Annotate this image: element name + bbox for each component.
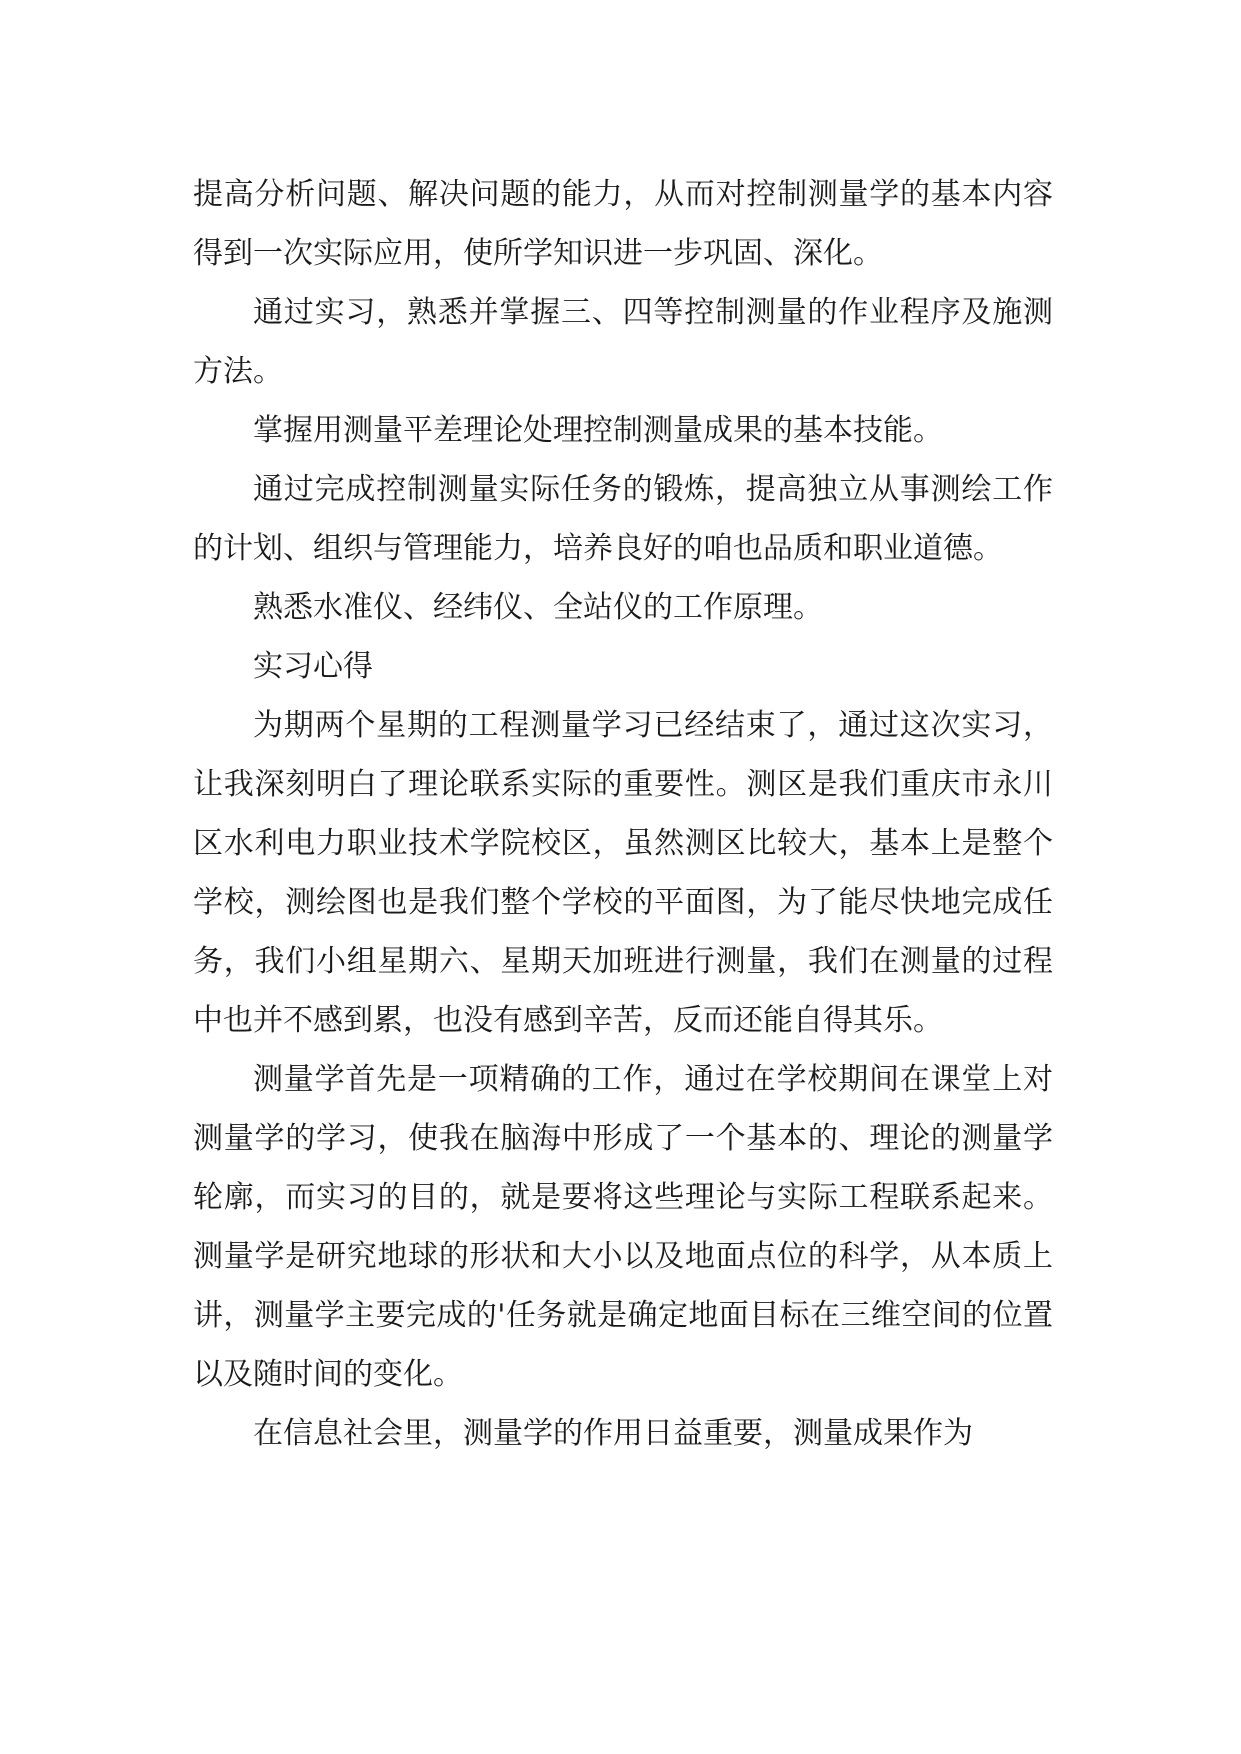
paragraph-continued: 提高分析问题、解决问题的能力，从而对控制测量学的基本内容得到一次实际应用，使所学知识进一步巩固、深化。 [193, 177, 1053, 271]
paragraph: 通过完成控制测量实际任务的锻炼，提高独立从事测绘工作的计划、组织与管理能力，培养良好的咱也品质和职业道德。 [193, 472, 1053, 566]
section-heading: 实习心得 [253, 649, 373, 684]
paragraph: 为期两个星期的工程测量学习已经结束了，通过这次实习，让我深刻明白了理论联系实际的重要性。测区是我们重庆市永川区水利电力职业技术学院校区，虽然测区比较大，基本上是整个学校，测绘图也是我们整个学校的平面图，为了能尽快地完成任务，我们小组星期六、星期天加班进行测量，我们在测量的过程中也并不感到累，也没有感到辛苦，反而还能自得其乐。 [193, 708, 1053, 1038]
paragraph-truncated: 在信息社会里，测量学的作用日益重要，测量成果作为 [253, 1416, 973, 1451]
paragraph: 熟悉水准仪、经纬仪、全站仪的工作原理。 [253, 590, 823, 625]
body-text [193, 165, 1053, 1463]
paragraph: 测量学首先是一项精确的工作，通过在学校期间在课堂上对测量学的学习，使我在脑海中形成了一个基本的、理论的测量学轮廓，而实习的目的，就是要将这些理论与实际工程联系起来。测量学是研究地球的形状和大小以及地面点位的科学，从本质上讲，测量学主要完成的'任务就是确定地面目标在三维空间的位置以及随时间的变化。 [193, 1062, 1053, 1392]
paragraph: 掌握用测量平差理论处理控制测量成果的基本技能。 [253, 413, 943, 448]
paragraph: 通过实习，熟悉并掌握三、四等控制测量的作业程序及施测方法。 [193, 295, 1053, 389]
